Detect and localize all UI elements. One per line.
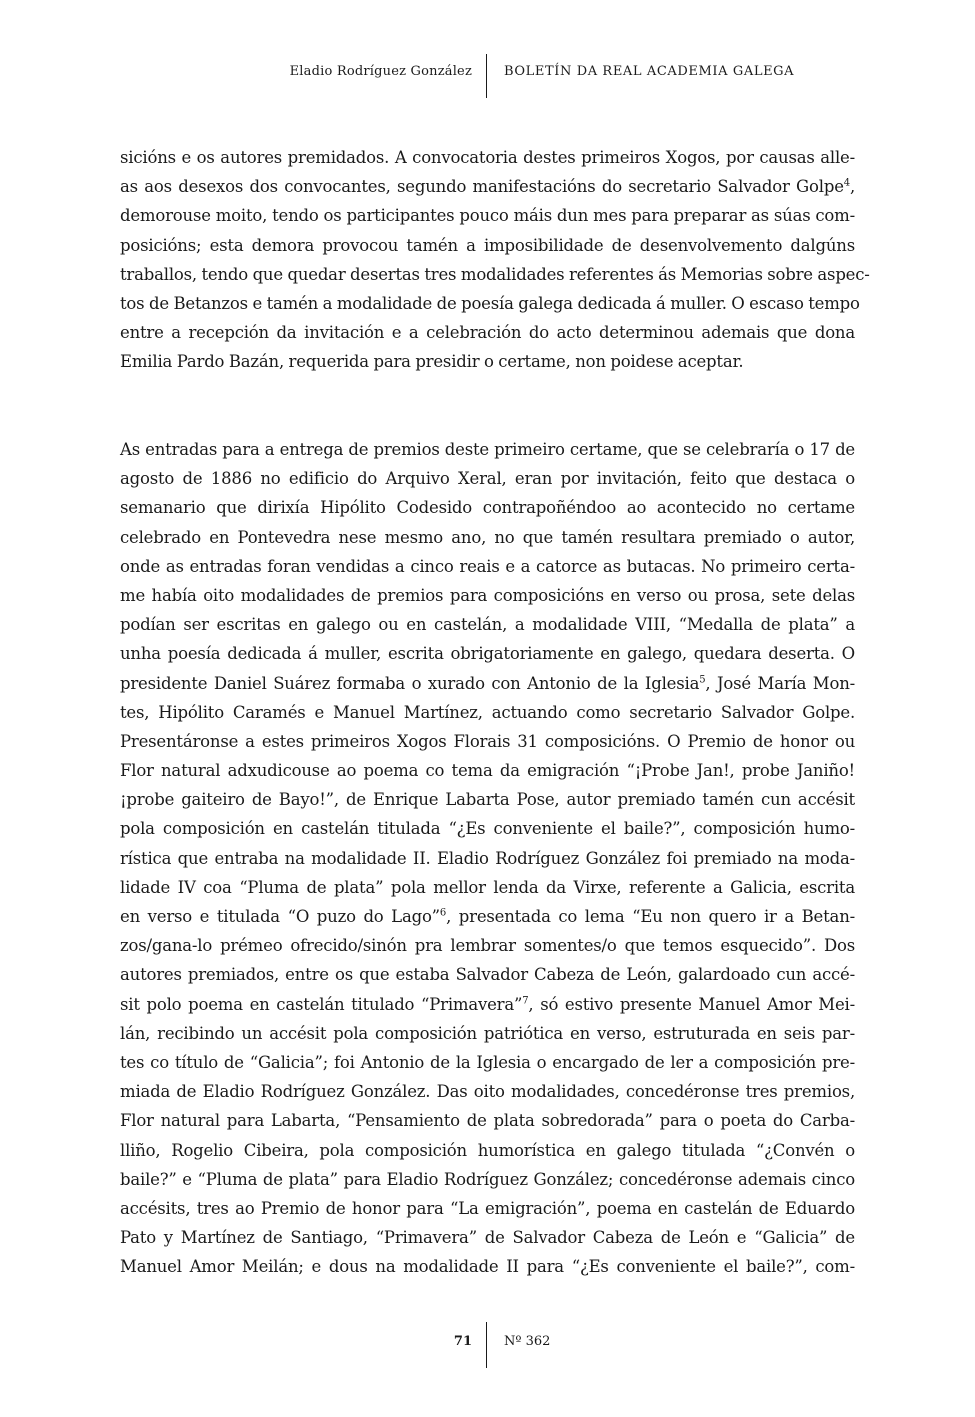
text-line: as aos desexos dos convocantes, segundo manifestacións do secretario Salvador Golpe$^4$, — [120, 177, 855, 197]
text-line: Flor natural adxudicouse ao poema co tema da emigración “¡Probe Jan!, probe Janiño! — [120, 761, 855, 781]
text-line: en verso e titulada “O puzo do Lago”$^6$, presentada co lema “Eu non quero ir a Betan- — [120, 907, 855, 926]
text-line: agosto de 1886 no edificio do Arquivo Xeral, eran por invitación, feito que destaca o — [120, 469, 855, 489]
running-head-journal: BOLETÍN DA REAL ACADEMIA GALEGA — [504, 64, 795, 79]
footnote-ref[interactable]: 6 — [439, 907, 447, 919]
footnote-ref[interactable]: 7 — [522, 995, 529, 1007]
text-line: entre a recepción da invitación e a celebración do acto determinou ademais que dona — [120, 323, 855, 343]
page-number: 71 — [453, 1334, 472, 1349]
text-line: Manuel Amor Meilán; e dous na modalidade II para “¿Es conveniente el baile?”, com- — [120, 1257, 855, 1277]
text-line: ¡probe gaiteiro de Bayo!”, de Enrique Labarta Pose, autor premiado tamén cun accésit — [120, 790, 855, 810]
page-header — [0, 50, 975, 102]
text-line: podían ser escritas en galego ou en castelán, a modalidade VIII, “Medalla de plata” a — [120, 615, 855, 635]
header-divider — [486, 54, 487, 98]
running-head-author: Eladio Rodríguez González — [289, 64, 472, 79]
text-line: traballos, tendo que quedar desertas tres modalidades referentes ás Memorias sobre aspec- — [120, 264, 870, 284]
text-line: onde as entradas foran vendidas a cinco reais e a catorce as butacas. No primeiro certa- — [120, 556, 855, 576]
text-line: autores premiados, entre os que estaba Salvador Cabeza de León, galardoado cun accé- — [120, 965, 855, 985]
text-line: lliño, Rogelio Cibeira, pola composición humorística en galego titulada “¿Convén o — [120, 1140, 855, 1160]
text-line: presidente Daniel Suárez formaba o xurado con Antonio de la Iglesia$^5$, José María Mon- — [120, 673, 855, 693]
text-line: rística que entraba na modalidade II. Eladio Rodríguez González foi premiado na moda- — [120, 848, 855, 868]
text-line: demorouse moito, tendo os participantes pouco máis dun mes para preparar as súas com- — [120, 206, 855, 226]
paragraph-1 — [120, 143, 870, 377]
text-line: sit polo poema en castelán titulado “Primavera”$^7$, só estivo presente Manuel Amor Mei- — [120, 994, 855, 1014]
text-line: baile?” e “Pluma de plata” para Eladio Rodríguez González; concedéronse ademais cinco — [120, 1169, 855, 1189]
text-line: Pato y Martínez de Santiago, “Primavera” de Salvador Cabeza de León e “Galicia” de — [120, 1228, 855, 1248]
text-line: accésits, tres ao Premio de honor para “La emigración”, poema en castelán de Eduardo — [120, 1198, 855, 1218]
text-line: lán, recibindo un accésit pola composición patriótica en verso, estruturada en seis par- — [120, 1023, 855, 1043]
text-line: celebrado en Pontevedra nese mesmo ano, no que tamén resultara premiado o autor, — [120, 527, 855, 547]
text-line: unha poesía dedicada á muller, escrita obrigatoriamente en galego, quedara deserta. O — [120, 644, 855, 664]
issue-number: Nº 362 — [504, 1334, 551, 1349]
text-line: tos de Betanzos e tamén a modalidade de poesía galega dedicada á muller. O escaso tempo — [120, 293, 860, 313]
text-line: tes, Hipólito Caramés e Manuel Martínez, actuando como secretario Salvador Golpe. — [120, 702, 855, 722]
text-line: pola composición en castelán titulada “¿Es conveniente el baile?”, composición humo- — [120, 819, 855, 839]
footnote-ref[interactable]: 5 — [699, 674, 706, 685]
text-line: sicións e os autores premidados. A convocatoria destes primeiros Xogos, por causas alle- — [120, 148, 855, 167]
footer-divider — [486, 1322, 487, 1368]
text-line: miada de Eladio Rodríguez González. Das oito modalidades, concedéronse tres premios, — [120, 1082, 855, 1102]
text-line: Flor natural para Labarta, “Pensamiento de plata sobredorada” para o poeta do Carba- — [120, 1111, 855, 1131]
text-line: semanario que dirixía Hipólito Codesido contrapoñéndoo ao acontecido no certame — [120, 498, 855, 518]
text-line: Emilia Pardo Bazán, requerida para presidir o certame, non poidese aceptar. — [120, 352, 744, 372]
text-line: tes co título de “Galicia”; foi Antonio de la Iglesia o encargado de ler a composición pre- — [120, 1052, 855, 1072]
footnote-ref[interactable]: 4 — [843, 177, 850, 189]
text-line: lidade IV coa “Pluma de plata” pola mellor lenda da Virxe, referente a Galicia, escrita — [120, 877, 855, 897]
text-line: posicións; esta demora provocou tamén a imposibilidade de desenvolvemento dalgúns — [120, 235, 855, 255]
text-line: me había oito modalidades de premios para composicións en verso ou prosa, sete delas — [120, 585, 855, 605]
text-line: zos/gana-lo prémeo ofrecido/sinón pra lembrar somentes/o que temos esquecido”. Dos — [120, 936, 855, 956]
text-line: Presentáronse a estes primeiros Xogos Florais 31 composicións. O Premio de honor ou — [120, 731, 855, 751]
text-line: As entradas para a entrega de premios deste primeiro certame, que se celebraría o 17 de — [120, 440, 855, 459]
paragraph-2 — [120, 435, 855, 1281]
page-footer — [0, 1322, 975, 1370]
